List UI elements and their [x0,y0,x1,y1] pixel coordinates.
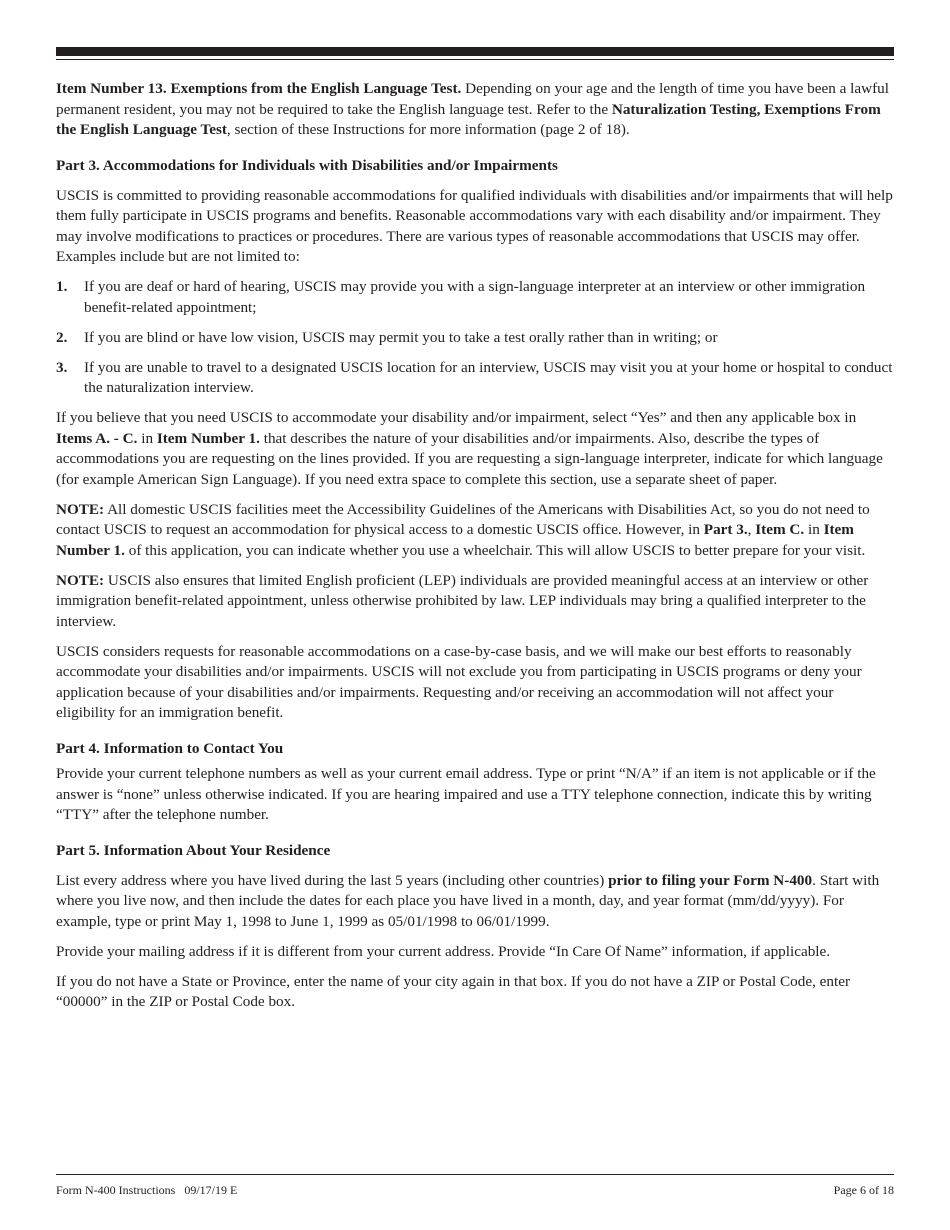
part3-heading: Part 3. Accommodations for Individuals with Disabilities and/or Impairments [56,156,558,174]
list-item: 1. If you are deaf or hard of hearing, USCIS may provide you with a sign-language interpreter at an interview or other immigration benefit-related appointment; [56,278,866,316]
accommodation-examples-list [56,277,896,399]
note-label: NOTE: [56,500,105,518]
item13-paragraph: Item Number 13. Exemptions from the English Language Test. Depending on your age and the length of time you have been a lawful permanent resident, you may not be required to take the English language test. Refer to the Naturalization Testing, Exemptions From the English Language Test, section of these Instructions for more information (page 2 of 18). [56,80,889,138]
page-body [56,79,896,1022]
item13-title: Item Number 13. Exemptions from the English Language Test. [56,80,462,97]
page-number: Page 6 of 18 [833,1183,894,1197]
part5-state-zip: If you do not have a State or Province, enter the name of your city again in that box. If you do not have a ZIP or Postal Code, enter “00000” in the ZIP or Postal Code box. [56,972,851,1010]
note-label: NOTE: [56,571,105,589]
form-edition: Form N-400 Instructions 09/17/19 E [56,1183,238,1197]
part4-text: Provide your current telephone numbers as well as your current email address. Type or print “N/A” if an item is not applicable or if the answer is “none” unless otherwise indicated. If you are hearing impaired and use a TTY telephone connection, indicate this by writing “TTY” after the telephone number. [56,765,876,823]
part5-addresses: List every address where you have lived during the last 5 years (including other countries) prior to filing your Form N-400. Start with where you live now, and then include the dates for each place you have lived in a month, day, and year format (mm/dd/yyyy). For example, type or print May 1, 1998 to June 1, 1999 as 05/01/1998 to 06/01/1999. [56,871,880,930]
part3-note-lep: NOTE: USCIS also ensures that limited English proficient (LEP) individuals are provided meaningful access at an interview or other immigration benefit-related appointment, unless otherwise prohibited by law. LEP individuals may bring a qualified interpreter to the interview. [56,571,869,630]
part3-note-accessibility: NOTE: All domestic USCIS facilities meet the Accessibility Guidelines of the Americans with Disabilities Act, so you do not need to contact USCIS to request an accommodation for physical access to a domestic USCIS office. However, in Part 3., Item C. in Item Number 1. of this application, you can indicate whether you use a wheelchair. This will allow USCIS to better prepare for your visit. [56,500,870,559]
part3-request-paragraph: If you believe that you need USCIS to accommodate your disability and/or impairment, select “Yes” and then any applicable box in Items A. - C. in Item Number 1. that describes the nature of your disabilities and/or impairments. Also, describe the types of accommodations you are requesting on the lines provided. If you are requesting a sign-language interpreter, indicate for which language (for example American Sign Language). If you need extra space to complete this section, use a separate sheet of paper. [56,409,883,488]
list-item: 2. If you are blind or have low vision, USCIS may permit you to take a test orally rather than in writing; or [56,328,718,346]
header-rule-thin [56,59,894,60]
part5-heading: Part 5. Information About Your Residence [56,841,331,859]
list-item: 3. If you are unable to travel to a designated USCIS location for an interview, USCIS may visit you at your home or hospital to conduct the naturalization interview. [56,358,893,396]
part4-heading: Part 4. Information to Contact You [56,739,284,757]
part3-intro: USCIS is committed to providing reasonable accommodations for qualified individuals with disabilities and/or impairments that will help them fully participate in USCIS programs and benefits. Reasonable accommodations vary with each disability and/or impairment. They may involve modifications to practices or procedures. There are various types of reasonable accommodations that USCIS may offer. Examples include but are not limited to: [56,186,893,265]
footer-rule [56,1174,894,1175]
header-rule-thick [56,47,894,56]
part5-mailing: Provide your mailing address if it is different from your current address. Provide “In Care Of Name” information, if applicable. [56,942,831,960]
part3-closing: USCIS considers requests for reasonable accommodations on a case-by-case basis, and we will make our best efforts to reasonably accommodate your disabilities and/or impairments. USCIS will not exclude you from participating in USCIS programs or deny your application because of your disabilities and/or impairments. Requesting and/or receiving an accommodation will not affect your eligibility for an immigration benefit. [56,642,862,721]
